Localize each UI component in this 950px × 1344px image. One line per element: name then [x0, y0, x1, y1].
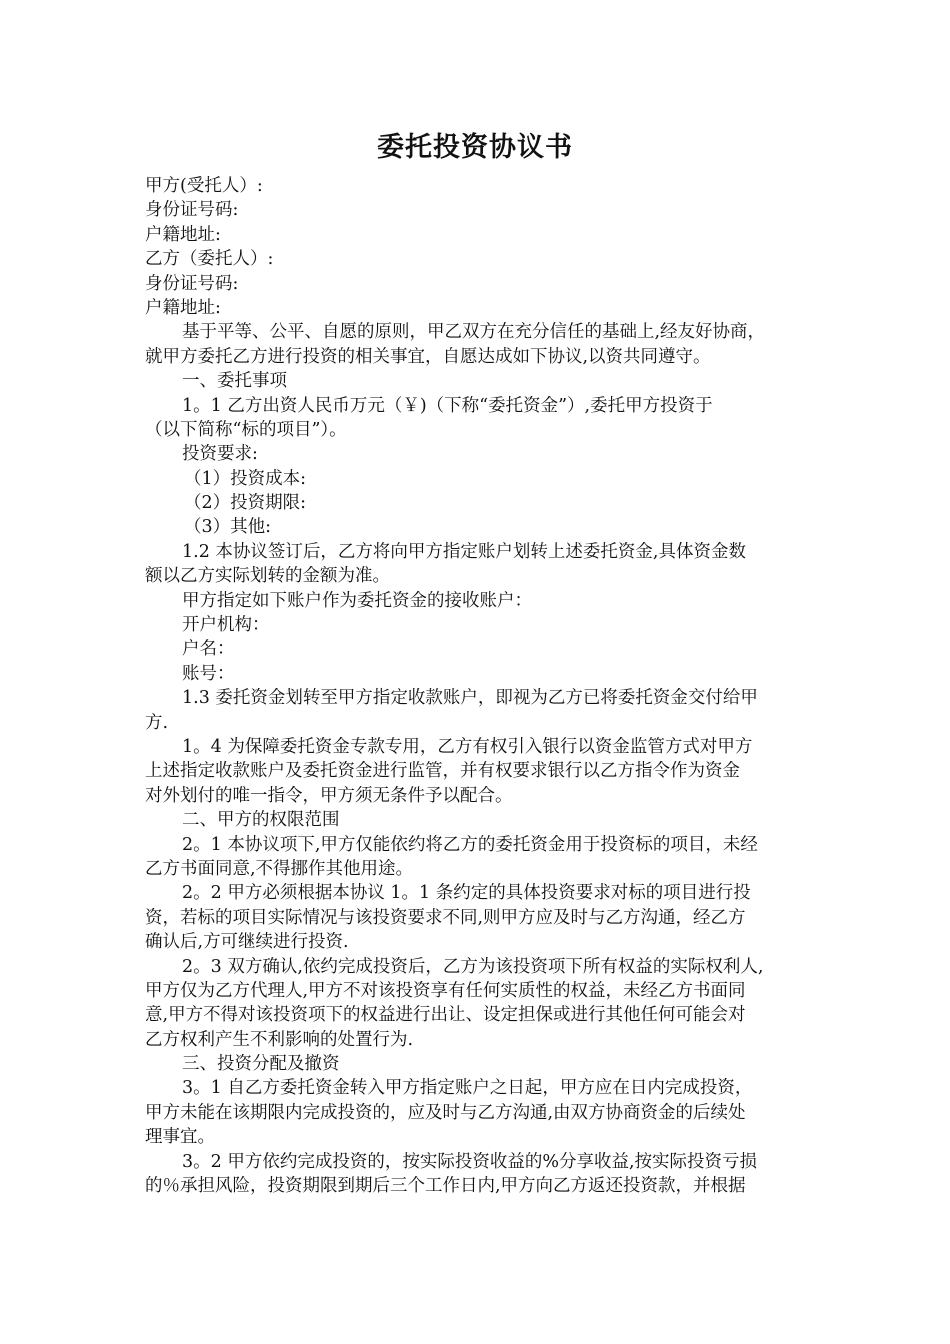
clause-line: 1。1 乙方出资人民币万元（￥)（下称“委托资金”）,委托甲方投资于 [182, 395, 713, 416]
clause-line: 2。3 双方确认,依约完成投资后，乙方为该投资项下所有权益的实际权利人, [182, 956, 764, 977]
clause-line: 理事宜。 [145, 1127, 215, 1148]
party-a-line: 甲方(受托人）: [145, 176, 263, 196]
clause-line: 乙方权利产生不利影响的处置行为. [145, 1029, 414, 1050]
clause-line: 3。2 甲方依约完成投资的，按实际投资收益的%分享收益,按实际投资亏损 [182, 1151, 758, 1172]
clause-line: 3。1 自乙方委托资金转入甲方指定账户之日起，甲方应在日内完成投资， [182, 1078, 753, 1099]
clause-line: 乙方书面同意,不得挪作其他用途。 [145, 858, 414, 879]
clause-line: 额以乙方实际划转的金额为准。 [145, 566, 390, 587]
party-a-id-line: 身份证号码: [145, 200, 239, 221]
clause-line: 1.3 委托资金划转至甲方指定收款账户，即视为乙方已将委托资金交付给甲 [182, 688, 758, 709]
clause-line: 方. [145, 712, 169, 733]
party-b-line: 乙方（委托人）: [145, 249, 274, 270]
clause-line: 甲方未能在该期限内完成投资的，应及时与乙方沟通,由双方协商资金的后续处 [145, 1102, 746, 1123]
clause-line: 对外划付的唯一指令，甲方须无条件予以配合。 [145, 785, 513, 806]
clause-line: 的％承担风险，投资期限到期后三个工作日内,甲方向乙方返还投资款，并根据 [145, 1176, 746, 1197]
clause-line: 2。1 本协议项下,甲方仅能依约将乙方的委托资金用于投资标的项目，未经 [182, 834, 758, 855]
clause-line: 资，若标的项目实际情况与该投资要求不同,则甲方应及时与乙方沟通，经乙方 [145, 907, 746, 928]
clause-line: 意,甲方不得对该投资项下的权益进行出让、设定担保或进行其他任何可能会对 [145, 1005, 746, 1026]
section-heading: 一、委托事项 [182, 371, 287, 392]
clause-line: 甲方仅为乙方代理人,甲方不对该投资享有任何实质性的权益，未经乙方书面同 [145, 980, 746, 1001]
clause-line: （3）其他: [184, 517, 272, 538]
clause-line: 账号： [182, 663, 235, 684]
clause-line: 投资要求: [182, 444, 258, 465]
document-body [145, 174, 810, 1198]
clause-line: 户名： [182, 639, 235, 660]
preamble-line: 就甲方委托乙方进行投资的相关事宜，自愿达成如下协议,以资共同遵守。 [145, 346, 711, 367]
document-title: 委托投资协议书 [377, 132, 573, 163]
party-b-id-line: 身份证号码: [145, 273, 239, 294]
preamble-line: 基于平等、公平、自愿的原则，甲乙双方在充分信任的基础上,经友好协商， [182, 322, 766, 343]
section-heading: 三、投资分配及撤资 [182, 1054, 340, 1075]
party-a-address-line: 户籍地址: [145, 224, 221, 245]
clause-line: （2）投资期限: [184, 493, 307, 514]
clause-line: 甲方指定如下账户作为委托资金的接收账户： [182, 590, 532, 611]
clause-line: 开户机构： [182, 615, 270, 636]
clause-line: 1.2 本协议签订后，乙方将向甲方指定账户划转上述委托资金,具体资金数 [182, 541, 746, 562]
clause-line: 1。4 为保障委托资金专款专用，乙方有权引入银行以资金监管方式对甲方 [182, 736, 753, 757]
party-b-address-line: 户籍地址: [145, 297, 221, 318]
section-heading: 二、甲方的权限范围 [182, 810, 340, 831]
clause-line: 上述指定收款账户及委托资金进行监管，并有权要求银行以乙方指令作为资金 [145, 761, 740, 782]
clause-line: （1）投资成本: [184, 468, 307, 489]
clause-line: 确认后,方可继续进行投资. [145, 932, 349, 953]
clause-line: （以下简称“标的项目”）。 [145, 419, 347, 440]
clause-line: 2。2 甲方必须根据本协议 1。1 条约定的具体投资要求对标的项目进行投 [182, 883, 751, 904]
